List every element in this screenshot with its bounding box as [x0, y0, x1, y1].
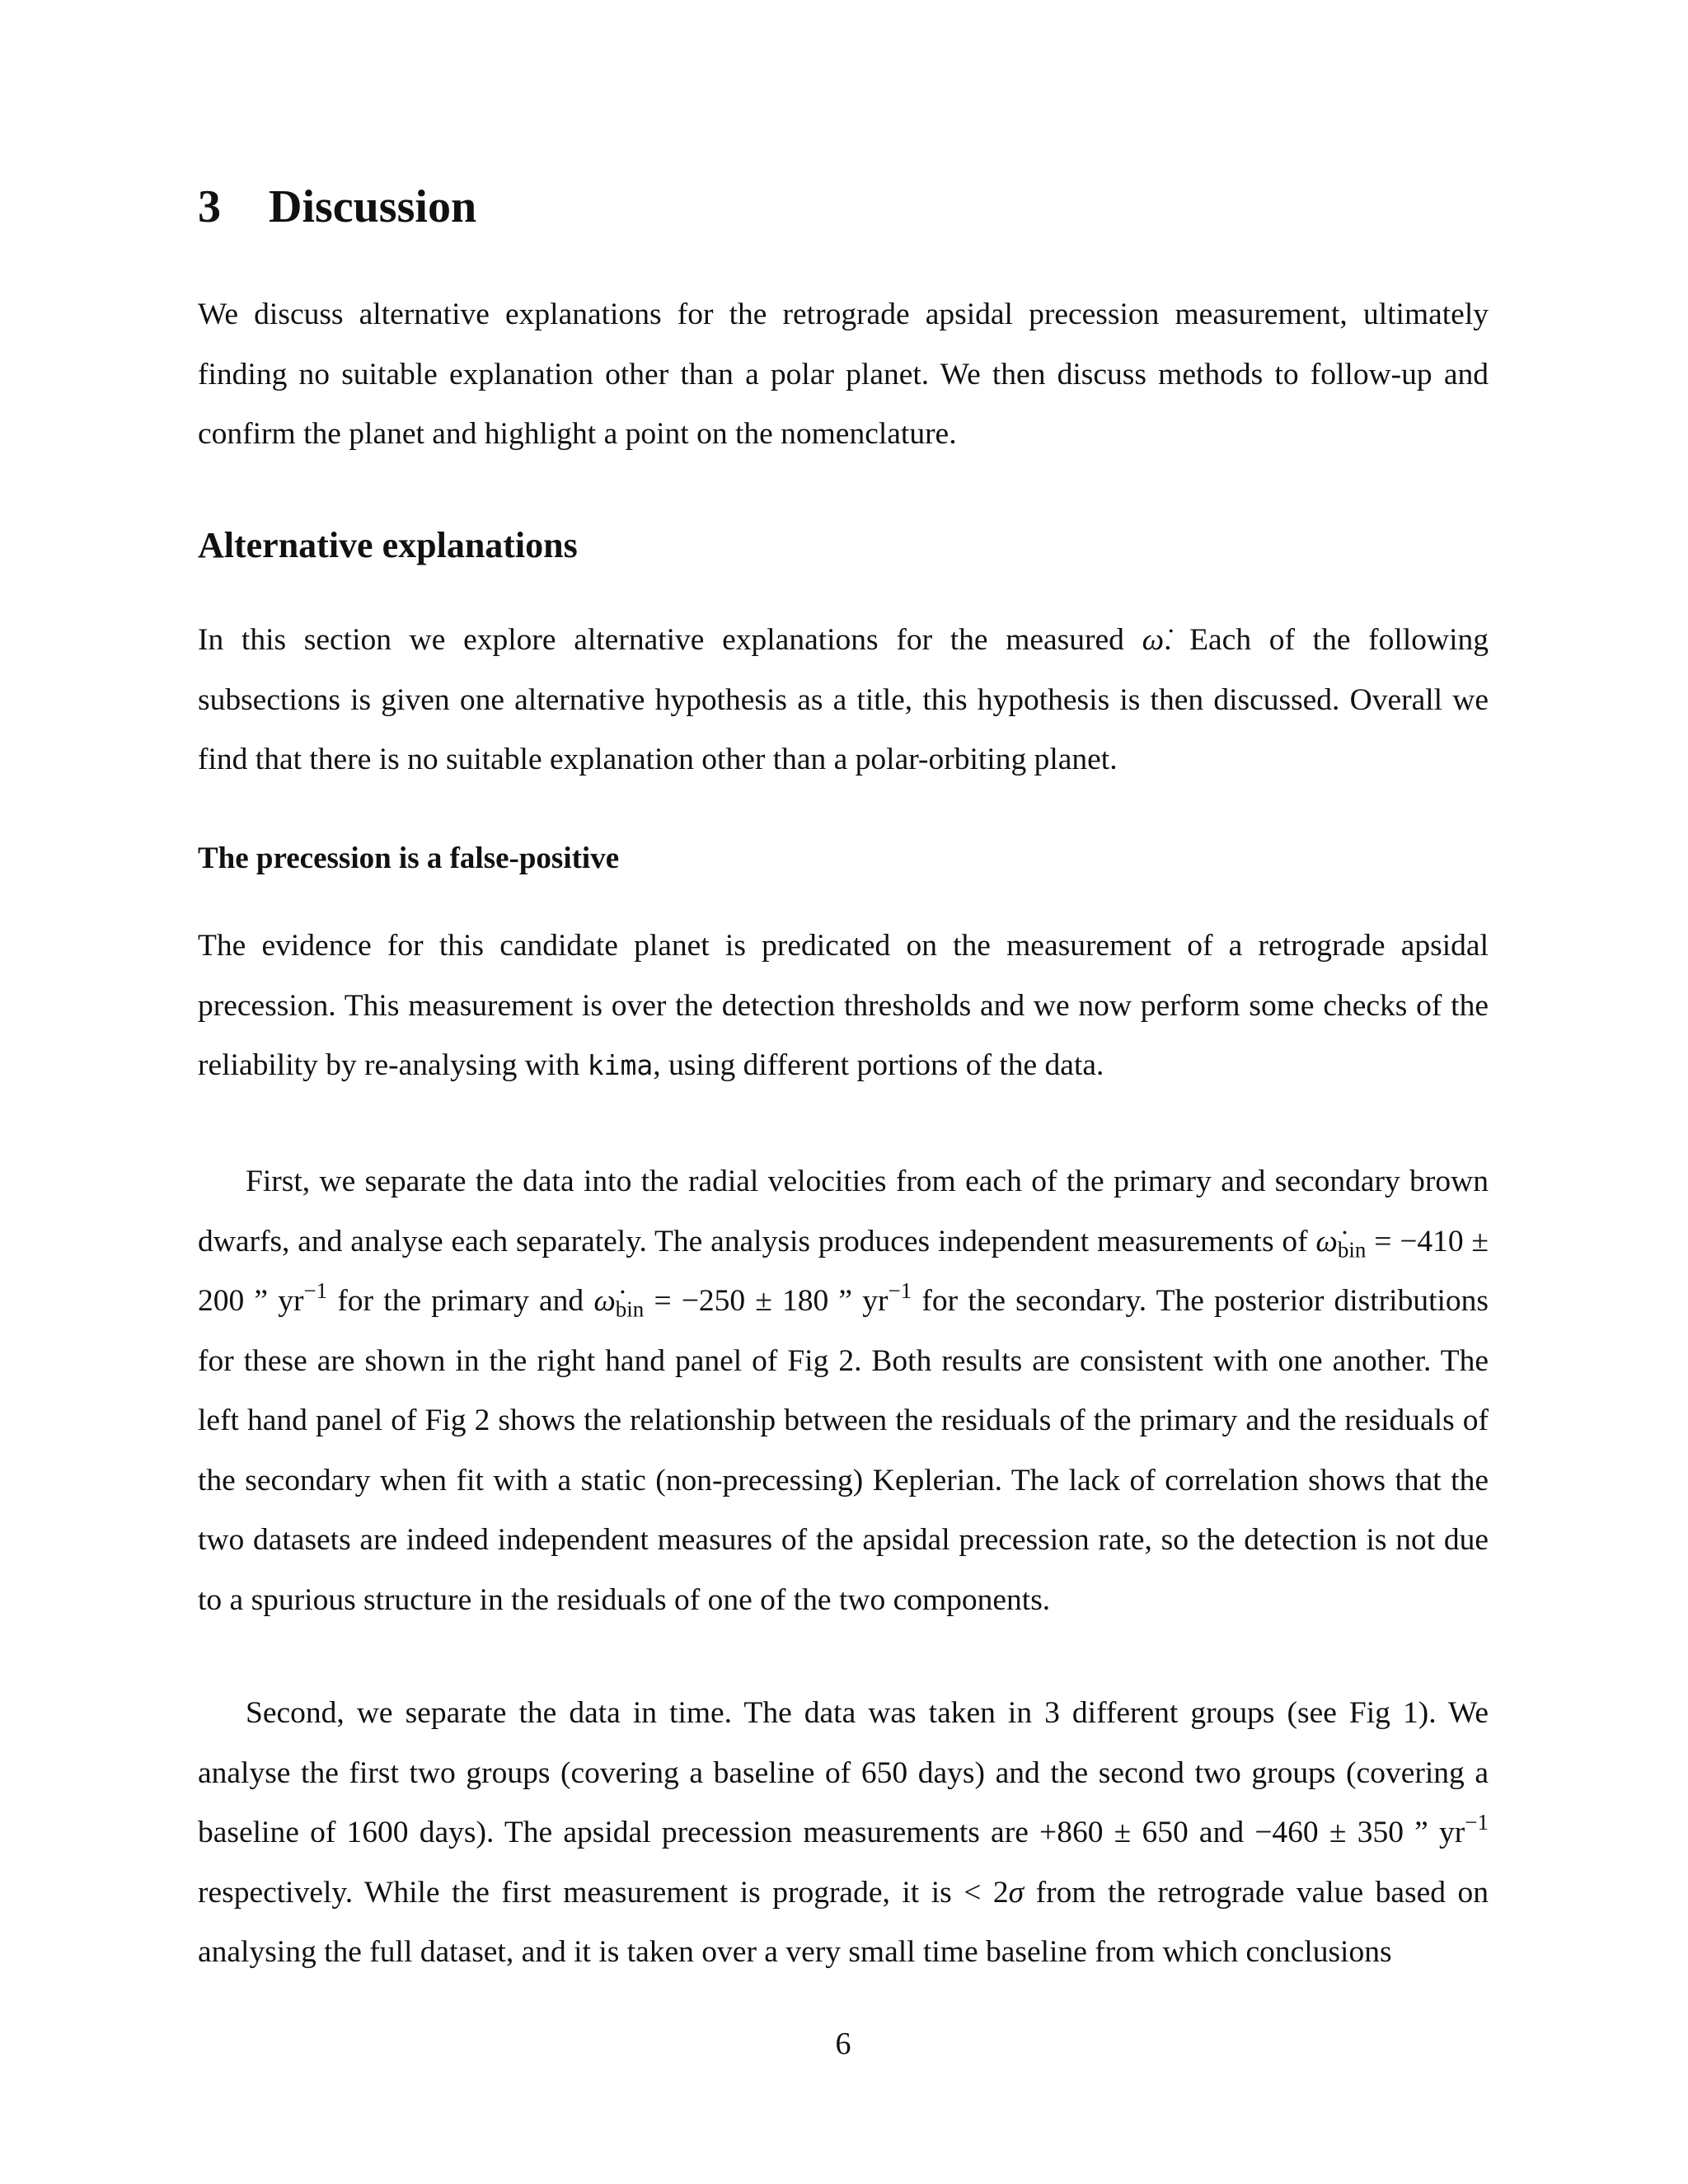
section-number: 3: [198, 181, 221, 232]
page-number: 6: [835, 2027, 851, 2061]
p1-text-after: , using different portions of the data.: [653, 1048, 1104, 1082]
sigma-symbol: σ: [1008, 1875, 1025, 1910]
intro-text-after: . Each of the following subsections is given one alternative hypothesis as a title, this hypothesis is then discussed. Overall we find that there is no suitable explanation other than a polar-orbiting planet.: [198, 623, 1489, 776]
subsection-intro-paragraph: [198, 611, 1489, 790]
paragraph-first-check: [198, 1152, 1489, 1630]
p2-value-primary: = −410 ± 200 ” yr: [198, 1224, 1489, 1318]
section-heading: [198, 180, 476, 235]
p1-text-before: The evidence for this candidate planet is predicated on the measurement of a retrograde apsidal precession. This measurement is over the detection thresholds and we now perform some checks of the reliability by re-analysing with: [198, 929, 1489, 1082]
exponent-2: −1: [888, 1278, 912, 1304]
section-intro-paragraph: We discuss alternative explanations for the retrograde apsidal precession measurement, ultimately finding no suitable explanation other than a polar planet. We then discuss methods to follow-up and confirm the planet and highlight a point on the nomenclature.: [198, 298, 1489, 451]
omega-dot-symbol-1: ω̇: [1315, 1224, 1338, 1258]
paragraph-evidence: [198, 916, 1489, 1096]
p3-text-b: respectively. While the first measurement is prograde, it is < 2: [198, 1875, 1009, 1910]
bin-subscript-1: bin: [1337, 1237, 1367, 1263]
subsubsection-heading: The precession is a false-positive: [198, 841, 620, 875]
exponent-3: −1: [1465, 1810, 1489, 1835]
kima-code: kima: [587, 1049, 654, 1081]
paragraph-second-check: [198, 1684, 1489, 1983]
p2-text-a: First, we separate the data into the radial velocities from each of the primary and secondary brown dwarfs, and analyse each separately. The analysis produces independent measurements of: [198, 1165, 1489, 1258]
subsection-heading: Alternative explanations: [198, 525, 578, 565]
intro-text-before: In this section we explore alternative explanations for the measured: [198, 623, 1142, 657]
p3-text-c: from the retrograde value based on analysing the full dataset, and it is taken over a very small time baseline from which conclusions: [198, 1875, 1489, 1969]
section-title: Discussion: [269, 181, 477, 232]
paper-page: [198, 0, 1489, 2184]
p2-value-secondary: = −250 ± 180 ” yr: [644, 1284, 889, 1318]
omega-dot-symbol: ω̇: [1142, 623, 1165, 657]
p3-text-a: Second, we separate the data in time. The data was taken in 3 different groups (see Fig 1). We analyse the first two groups (covering a baseline of 650 days) and the second two groups (covering a baseline of 1600 days). The apsidal precession measurements are +860 ± 650 and −460 ± 350 ” yr: [198, 1696, 1489, 1849]
omega-dot-symbol-2: ω̇: [593, 1284, 616, 1318]
exponent-1: −1: [303, 1278, 328, 1304]
p2-text-c: for the secondary. The posterior distributions for these are shown in the right hand panel of Fig 2. Both results are consistent with one another. The left hand panel of Fig 2 shows the relationship between the residuals of the primary and the residuals of the secondary when fit with a static (non-precessing) Keplerian. The lack of correlation shows that the two datasets are indeed independent measures of the apsidal precession rate, so the detection is not due to a spurious structure in the residuals of one of the two components.: [198, 1284, 1489, 1617]
p2-text-b: for the primary and: [327, 1284, 594, 1318]
bin-subscript-2: bin: [615, 1296, 645, 1322]
